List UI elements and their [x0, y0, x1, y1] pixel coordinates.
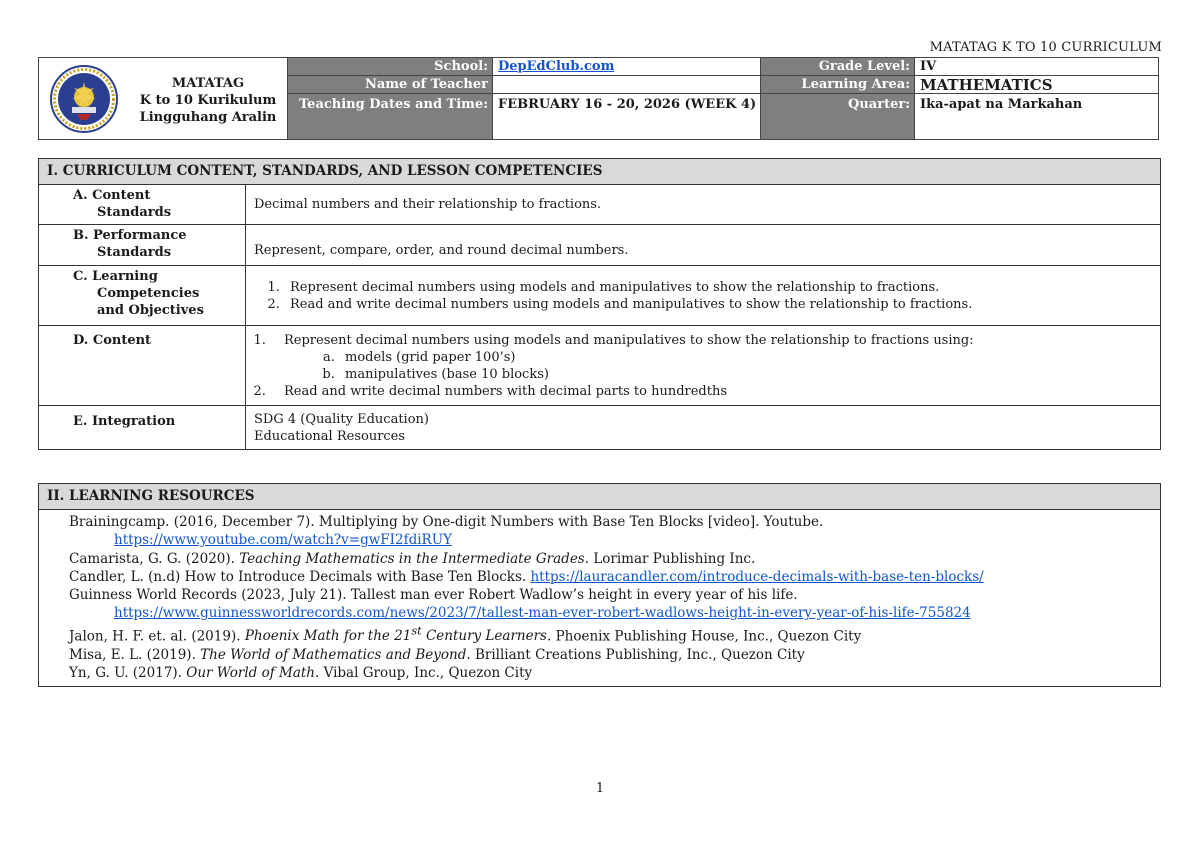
- content-sublist: [284, 349, 1152, 383]
- list-item: a. models (grid paper 100’s): [339, 349, 1152, 366]
- performance-standards-value: Represent, compare, order, and round decimal numbers.: [246, 225, 1161, 266]
- integration-value: [246, 406, 1161, 450]
- curriculum-label: MATATAG K TO 10 CURRICULUM: [929, 40, 1162, 55]
- table-row: [39, 185, 1161, 225]
- list-item: 1. Represent decimal numbers using models and manipulatives to show the relationship to fractions.: [284, 279, 1152, 296]
- resources-table: [38, 483, 1161, 687]
- teacher-value: [493, 76, 761, 94]
- references-list: [39, 510, 1161, 687]
- table-row: [39, 266, 1161, 326]
- curriculum-table: [38, 158, 1161, 450]
- list-item: b. manipulatives (base 10 blocks): [339, 366, 1152, 383]
- list-item: 1. Represent decimal numbers using models and manipulatives to show the relationship to fractions using: a. models (grid paper 100’s) b. manipulatives (base 10 blocks): [270, 332, 1152, 383]
- lesson-title: [129, 58, 287, 141]
- list-item: 2. Read and write decimal numbers with decimal parts to hundredths: [270, 383, 1152, 400]
- page-number: 1: [595, 781, 605, 796]
- section2-heading: II. LEARNING RESOURCES: [39, 484, 1161, 510]
- grade-label: Grade Level:: [761, 58, 915, 76]
- header-fields: [287, 58, 1158, 139]
- school-value: [493, 58, 761, 76]
- competencies-label: C. Learning Competencies and Objectives: [39, 266, 246, 326]
- title-kurikulum: K to 10 Kurikulum: [139, 93, 277, 108]
- reference-link[interactable]: https://www.youtube.com/watch?v=gwFI2fdiRUY: [114, 532, 453, 549]
- list-item: Candler, L. (n.d) How to Introduce Decimals with Base Ten Blocks. https://lauracandler.com/introduce-decimals-with-base-ten-blocks/: [69, 568, 984, 585]
- quarter-label: Quarter:: [761, 94, 915, 139]
- competencies-value: [246, 266, 1161, 326]
- list-item: Camarista, G. G. (2020). Teaching Mathematics in the Intermediate Grades. Lorimar Publishing Inc.: [69, 550, 756, 567]
- content-label: D. Content: [39, 326, 246, 406]
- reference-link[interactable]: https://lauracandler.com/introduce-decimals-with-base-ten-blocks/: [530, 568, 984, 585]
- grade-value: IV: [915, 58, 1158, 76]
- title-matatag: MATATAG: [171, 76, 245, 91]
- list-item: Brainingcamp. (2016, December 7). Multiplying by One-digit Numbers with Base Ten Blocks [video]. Youtube. https://www.youtube.com/watch?v=gwFI2fdiRUY: [69, 514, 824, 549]
- table-row: [39, 326, 1161, 406]
- performance-standards-label: B. Performance Standards: [39, 225, 246, 266]
- area-label: Learning Area:: [761, 76, 915, 94]
- table-row: [39, 225, 1161, 266]
- header-block: [38, 57, 1159, 140]
- title-lingguhang: Lingguhang Aralin: [139, 110, 277, 125]
- table-row: [39, 406, 1161, 450]
- integration-label: E. Integration: [39, 406, 246, 450]
- list-item: Misa, E. L. (2019). The World of Mathematics and Beyond. Brilliant Creations Publishing, Inc., Quezon City: [69, 646, 805, 663]
- list-item: Jalon, H. F. et. al. (2019). Phoenix Math for the 21st Century Learners. Phoenix Publishing House, Inc., Quezon City: [69, 624, 862, 645]
- reference-link[interactable]: https://www.guinnessworldrecords.com/news/2023/7/tallest-man-ever-robert-wadlows-height-in-every-year-of-his-life-755824: [114, 605, 971, 622]
- list-item: 2. Read and write decimal numbers using models and manipulatives to show the relationship to fractions.: [284, 296, 1152, 313]
- integration-line: SDG 4 (Quality Education): [254, 412, 429, 427]
- content-list: [246, 332, 1152, 400]
- deped-seal: [39, 58, 129, 139]
- list-item: Yn, G. U. (2017). Our World of Math. Vibal Group, Inc., Quezon City: [69, 664, 533, 681]
- quarter-value: Ika-apat na Markahan: [920, 97, 1083, 112]
- deped-seal-icon: [49, 64, 119, 134]
- section1-heading: I. CURRICULUM CONTENT, STANDARDS, AND LESSON COMPETENCIES: [39, 159, 1161, 185]
- dates-label: Teaching Dates and Time:: [287, 94, 493, 139]
- content-standards-label: A. Content Standards: [39, 185, 246, 225]
- area-value: MATHEMATICS: [915, 76, 1158, 94]
- list-item: Guinness World Records (2023, July 21). Tallest man ever Robert Wadlow’s height in every year of his life. https://www.guinnessworldrecords.com/news/2023/7/tallest-man-ever-robert-wadlows-height-in-every-year-of-his-life-755824: [69, 587, 971, 622]
- school-link[interactable]: DepEdClub.com: [498, 59, 615, 74]
- integration-line: Educational Resources: [254, 429, 406, 444]
- content-value: [246, 326, 1161, 406]
- competencies-list: [254, 279, 1152, 313]
- content-standards-value: Decimal numbers and their relationship to fractions.: [246, 185, 1161, 225]
- dates-value: FEBRUARY 16 - 20, 2026 (WEEK 4): [493, 94, 761, 139]
- teacher-label: Name of Teacher: [287, 76, 493, 94]
- school-label: School:: [287, 58, 493, 76]
